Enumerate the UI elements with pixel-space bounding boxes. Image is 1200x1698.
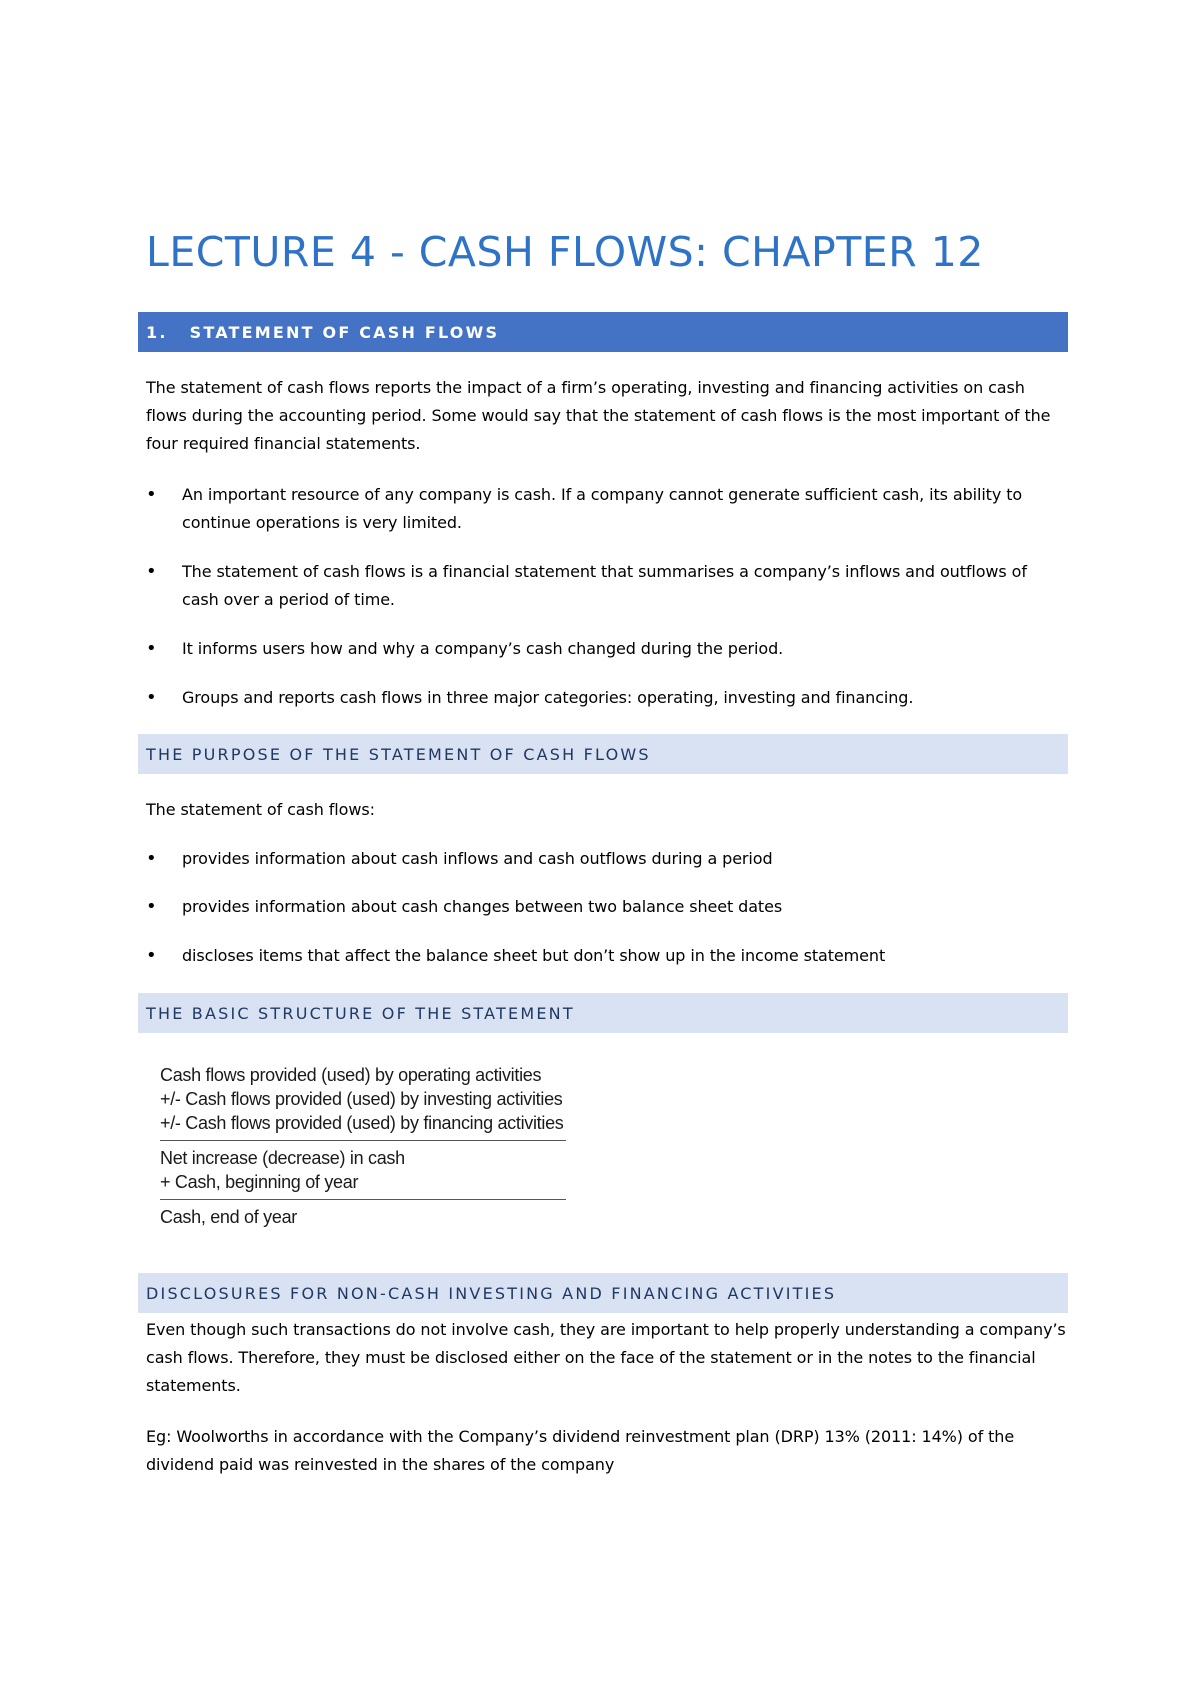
disclosures-paragraph: Even though such transactions do not involve cash, they are important to help properly understanding a company’s cash flows. Therefore, they must be disclosed either on the face of the statement or in the notes to the financial statements. xyxy=(146,1320,1066,1395)
structure-line-operating: Cash flows provided (used) by operating activities xyxy=(160,1065,542,1085)
bullet-icon: • xyxy=(146,848,157,869)
structure-divider xyxy=(160,1199,566,1200)
section-heading-text: DISCLOSURES FOR NON-CASH INVESTING AND FINANCING ACTIVITIES xyxy=(146,1283,837,1303)
cash-flow-structure-figure xyxy=(160,1063,566,1229)
list-item-text: Groups and reports cash flows in three major categories: operating, investing and financing. xyxy=(182,688,914,707)
list-item-text: discloses items that affect the balance sheet but don’t show up in the income statement xyxy=(182,946,886,965)
purpose-intro: The statement of cash flows: xyxy=(146,800,375,819)
section1-intro-paragraph: The statement of cash flows reports the impact of a firm’s operating, investing and financing activities on cash flows during the accounting period. Some would say that the statement of cash flows is the most important of the four required financial statements. xyxy=(146,378,1051,453)
section-heading-basic-structure xyxy=(138,993,1068,1033)
structure-line-cash-beginning: + Cash, beginning of year xyxy=(160,1172,359,1192)
bullet-icon: • xyxy=(146,687,157,708)
page-title: LECTURE 4 - CASH FLOWS: CHAPTER 12 xyxy=(146,228,984,276)
list-item-text: An important resource of any company is cash. If a company cannot generate sufficient cash, its ability to continue operations is very limited. xyxy=(182,485,1023,532)
bullet-icon: • xyxy=(146,484,157,505)
structure-divider xyxy=(160,1140,566,1141)
list-item-text: provides information about cash inflows and cash outflows during a period xyxy=(182,849,773,868)
disclosures-example: Eg: Woolworths in accordance with the Company’s dividend reinvestment plan (DRP) 13% (2011: 14%) of the dividend paid was reinvested in the shares of the company xyxy=(146,1427,1015,1474)
section-number: 1. xyxy=(146,322,168,342)
section-heading-text: STATEMENT OF CASH FLOWS xyxy=(189,322,500,342)
bullet-icon: • xyxy=(146,561,157,582)
section-heading-disclosures xyxy=(138,1273,1068,1313)
list-item-text: The statement of cash flows is a financial statement that summarises a company’s inflows and outflows of cash over a period of time. xyxy=(182,562,1027,609)
bullet-icon: • xyxy=(146,638,157,659)
structure-line-financing: +/- Cash flows provided (used) by financing activities xyxy=(160,1113,564,1133)
structure-line-investing: +/- Cash flows provided (used) by investing activities xyxy=(160,1089,563,1109)
section-heading-text: THE PURPOSE OF THE STATEMENT OF CASH FLOWS xyxy=(146,744,651,764)
structure-line-net-increase: Net increase (decrease) in cash xyxy=(160,1148,405,1168)
structure-line-cash-end: Cash, end of year xyxy=(160,1207,297,1227)
list-item-text: provides information about cash changes between two balance sheet dates xyxy=(182,897,783,916)
bullet-icon: • xyxy=(146,945,157,966)
section-heading-purpose xyxy=(138,734,1068,774)
section-heading-statement-of-cash-flows xyxy=(138,312,1068,352)
list-item-text: It informs users how and why a company’s cash changed during the period. xyxy=(182,639,784,658)
bullet-icon: • xyxy=(146,896,157,917)
section-heading-text: THE BASIC STRUCTURE OF THE STATEMENT xyxy=(146,1003,575,1023)
